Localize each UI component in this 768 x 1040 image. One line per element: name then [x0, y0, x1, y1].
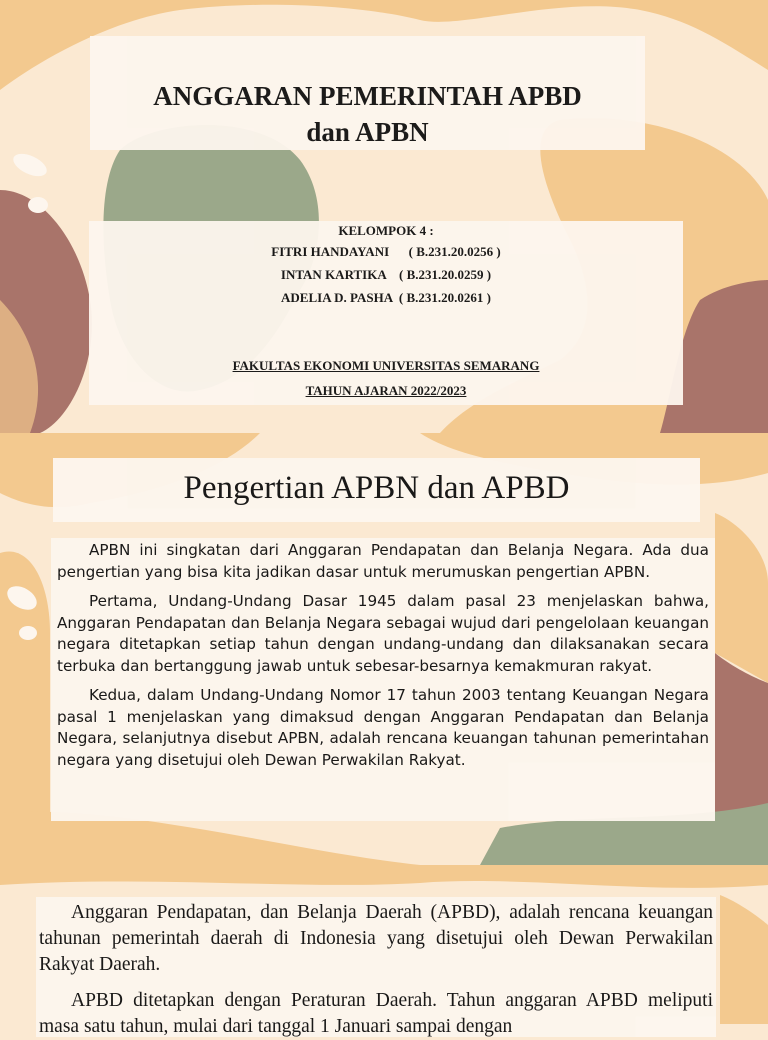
faculty-name: FAKULTAS EKONOMI UNIVERSITAS SEMARANG	[232, 358, 540, 373]
slide-title	[0, 0, 768, 433]
slide-apbd	[0, 865, 768, 1037]
apbd-text-box	[36, 897, 716, 1037]
member-2: INTAN KARTIKA ( B.231.20.0259 )	[280, 267, 492, 282]
paragraph-apbn-second: Kedua, dalam Undang-Undang Nomor 17 tahun 2003 tentang Keuangan Negara pasal 1 menjelaskan yang dimaksud dengan Anggaran Pendapatan dan Belanja Negara, selanjutnya disebut APBN, adalah rencana keuangan tahunan pemerintahan negara yang disetujui oleh Dewan Perwakilan Rakyat.	[57, 686, 709, 769]
group-label: KELOMPOK 4 :	[338, 223, 434, 238]
title-box	[90, 36, 645, 150]
slide-definition	[0, 433, 768, 865]
definition-text-box	[51, 538, 715, 821]
group-info-box	[89, 221, 683, 405]
paragraph-apbd-regulation: APBD ditetapkan dengan Peraturan Daerah. Tahun anggaran APBD meliputi masa satu tahun, mulai dari tanggal 1 Januari sampai dengan	[39, 990, 713, 1037]
paragraph-apbn-first: Pertama, Undang-Undang Dasar 1945 dalam pasal 23 menjelaskan bahwa, Anggaran Pendapatan dan Belanja Negara sebagai wujud dari pengelolaan keuangan negara ditetapkan setiap tahun dengan undang-undang dan dilaksanakan secara terbuka dan bertanggung jawab untuk sebesar-besarnya kemakmuran rakyat.	[57, 592, 709, 675]
member-3: ADELIA D. PASHA ( B.231.20.0261 )	[281, 290, 491, 305]
member-1: FITRI HANDAYANI ( B.231.20.0256 )	[271, 244, 501, 259]
paragraph-apbn-intro: APBN ini singkatan dari Anggaran Pendapatan dan Belanja Negara. Ada dua pengertian yang bisa kita jadikan dasar untuk merumuskan pengertian APBN.	[57, 541, 709, 581]
section-title-box	[53, 458, 700, 522]
academic-year: TAHUN AJARAN 2022/2023	[305, 383, 467, 398]
paragraph-apbd-definition: Anggaran Pendapatan, dan Belanja Daerah (APBD), adalah rencana keuangan tahunan pemerintah daerah di Indonesia yang disetujui oleh Dewan Perwakilan Rakyat Daerah.	[39, 902, 713, 975]
section-title: Pengertian APBN dan APBD	[183, 470, 570, 506]
presentation-title: ANGGARAN PEMERINTAH APBD dan APBN	[153, 81, 582, 147]
